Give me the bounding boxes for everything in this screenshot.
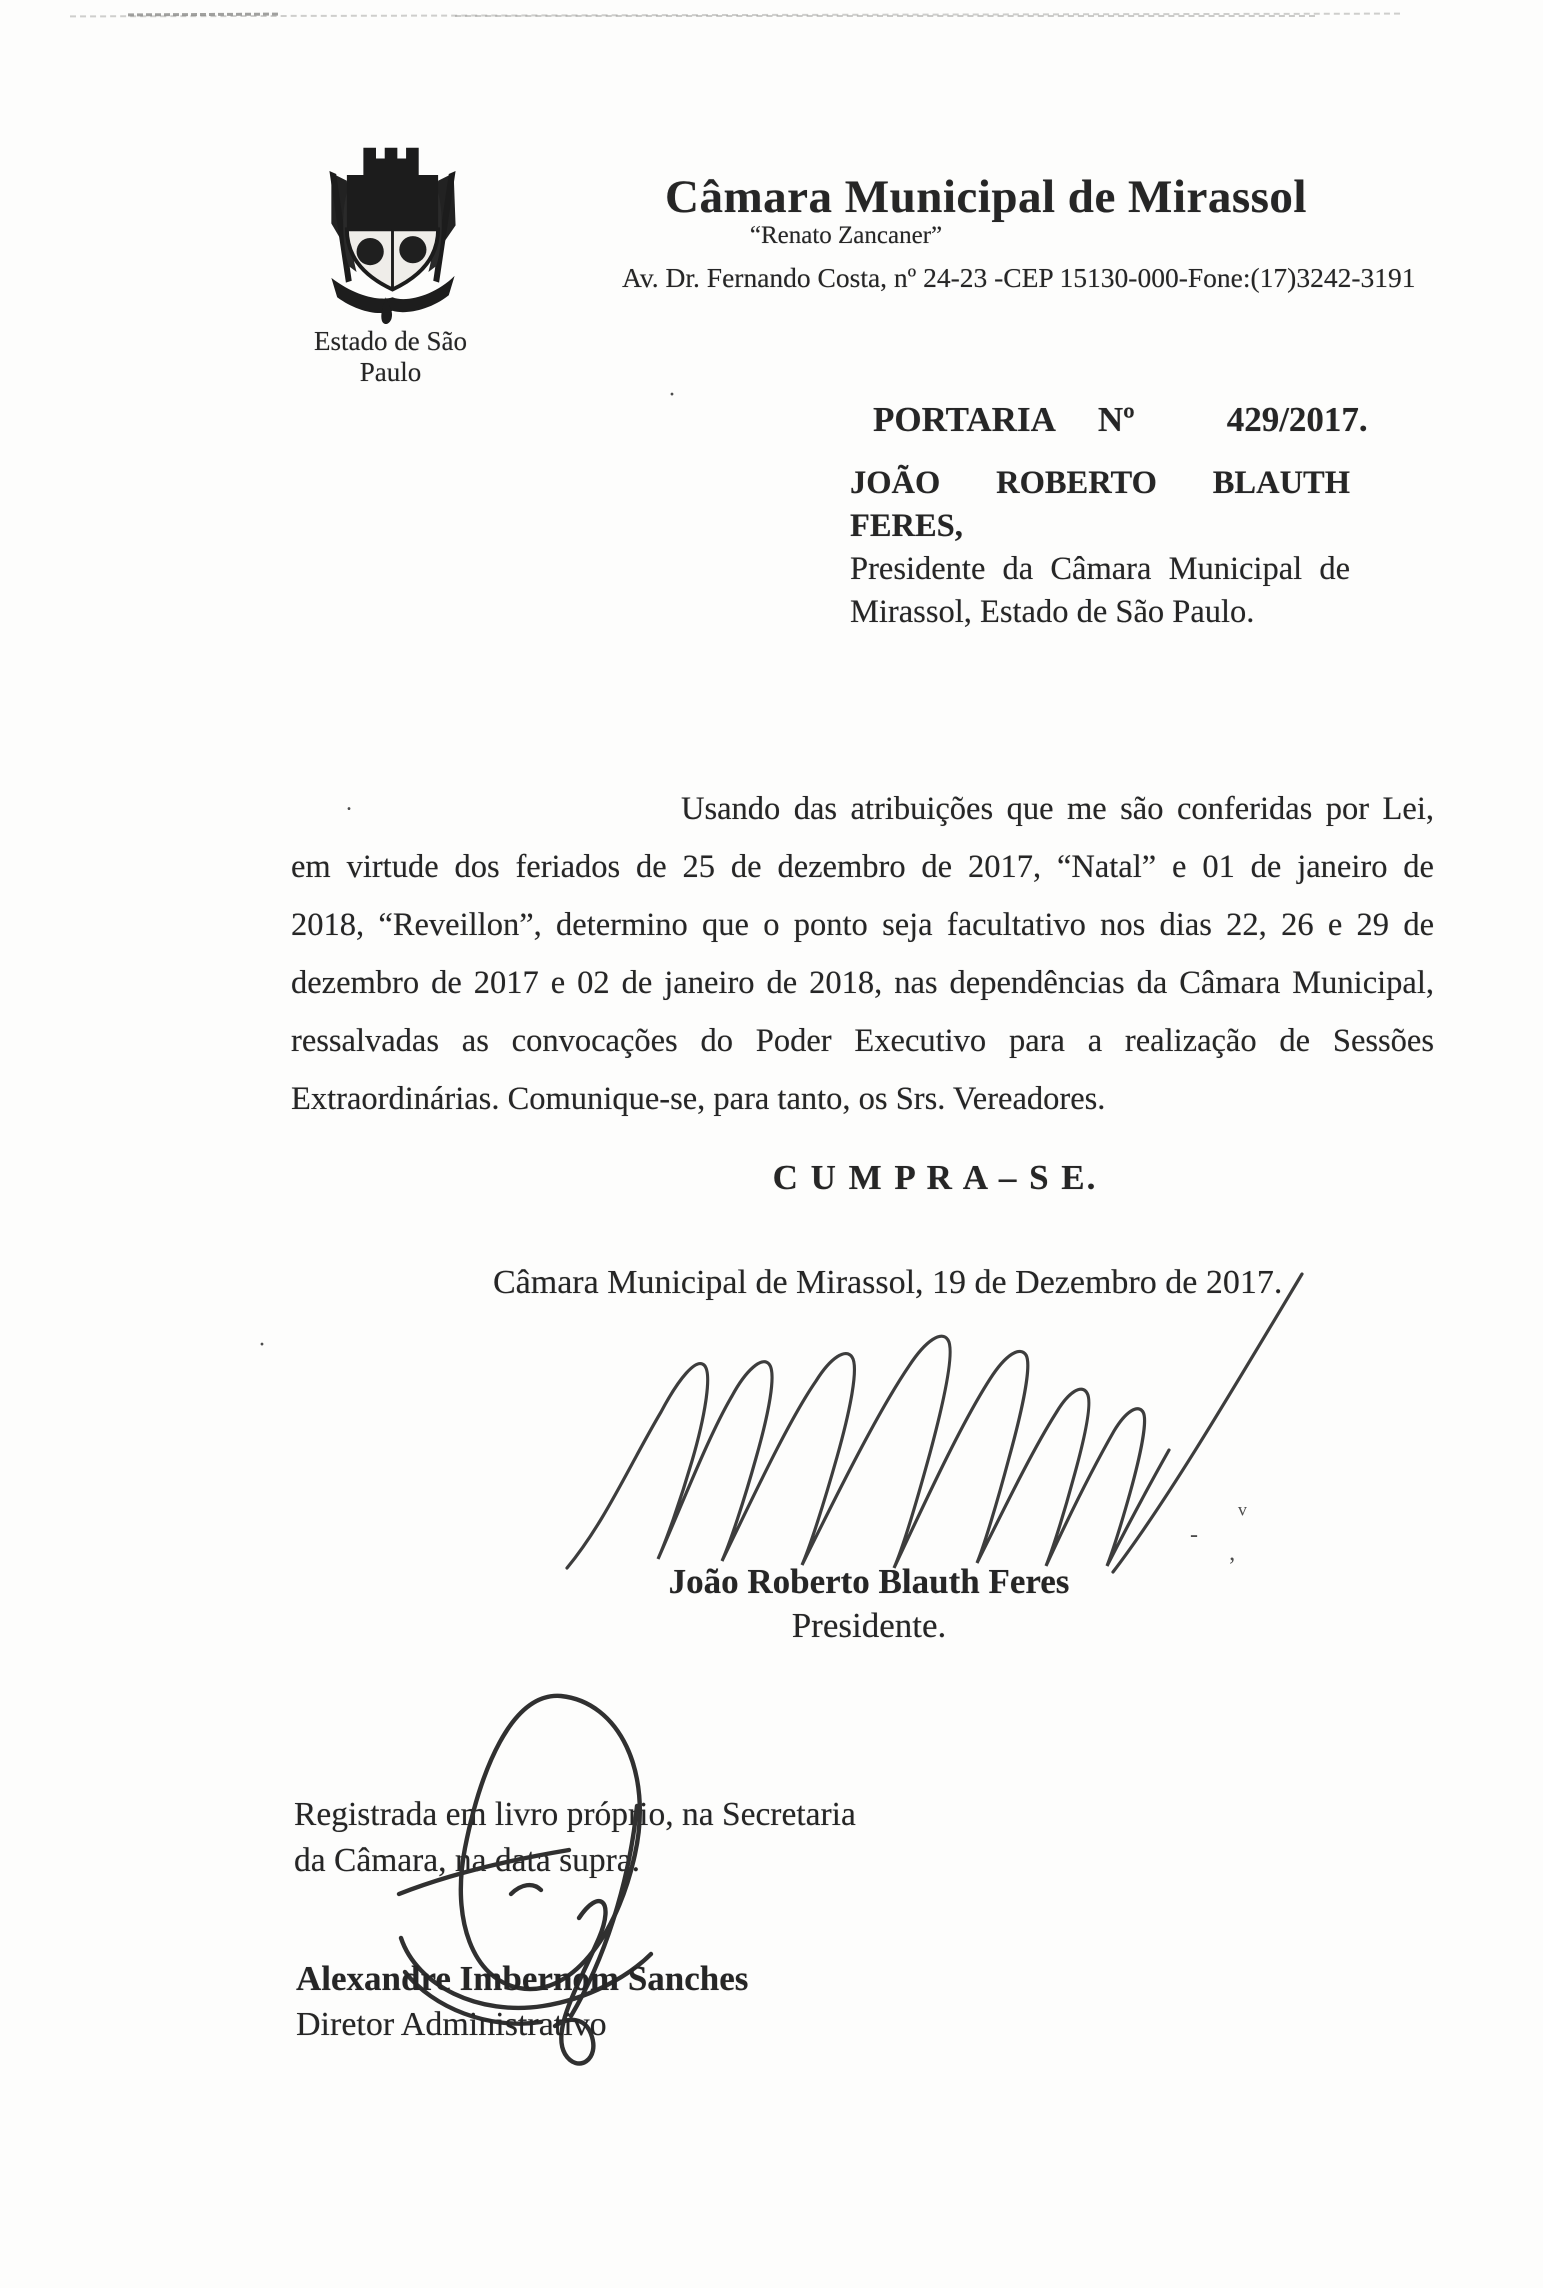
scan-artifact-line xyxy=(455,15,1315,17)
signatory-name: João Roberto Blauth Feres xyxy=(668,1562,1070,1601)
signatory-block-president xyxy=(618,1560,1120,1648)
scan-speck: · xyxy=(258,1332,266,1358)
body-line: ressalvadas as convocações do Poder Executivo para a realização de Sessões xyxy=(291,1023,1434,1059)
body-line: dezembro de 2017 e 02 de janeiro de 2018, nas dependências da Câmara Municipal, xyxy=(291,965,1434,1001)
scan-speck: - xyxy=(1190,1522,1198,1548)
state-label: Estado de São Paulo xyxy=(314,326,467,387)
scan-speck: ‚ xyxy=(1228,1540,1236,1566)
body-line: em virtude dos feriados de 25 de dezembro de 2017, “Natal” e 01 de janeiro de xyxy=(291,849,1434,885)
registration-line: Registrada em livro próprio, na Secretaria xyxy=(294,1796,856,1833)
body-paragraph xyxy=(291,780,1434,1128)
municipal-coat-of-arms-icon xyxy=(310,140,475,328)
signatory-block-director xyxy=(296,1956,748,2048)
portaria-no-symbol: Nº xyxy=(1097,400,1135,439)
recipient-name: JOÃO ROBERTO BLAUTH FERES, xyxy=(850,465,1350,544)
signatory-name: Alexandre Imbernom Sanches xyxy=(296,1959,749,1998)
recipient-block xyxy=(850,462,1350,634)
page-title: Câmara Municipal de Mirassol xyxy=(665,171,1307,223)
portaria-label: PORTARIA xyxy=(873,400,1056,439)
body-line: Extraordinárias. Comunique-se, para tanto, os Srs. Vereadores. xyxy=(291,1081,1106,1117)
header-address: Av. Dr. Fernando Costa, nº 24-23 -CEP 15130-000-Fone:(17)3242-3191 xyxy=(622,262,1416,293)
recipient-role-1: Presidente da Câmara Municipal de xyxy=(850,551,1350,587)
recipient-role-2: Mirassol, Estado de São Paulo. xyxy=(850,594,1255,630)
order-cumpra-se: C U M P R A – S E. xyxy=(772,1158,1098,1197)
header-subtitle: “Renato Zancaner” xyxy=(749,222,943,249)
body-line: 2018, “Reveillon”, determino que o ponto seja facultativo nos dias 22, 26 e 29 de xyxy=(291,907,1434,943)
signature-flourish-president-icon xyxy=(553,1260,1325,1594)
registration-line: da Câmara, na data supra. xyxy=(294,1842,641,1879)
signatory-title: Diretor Administrativo xyxy=(296,2006,607,2043)
scan-speck: · xyxy=(668,382,676,408)
body-line: Usando das atribuições que me são conferidas por Lei, xyxy=(681,791,1434,827)
signatory-title: Presidente. xyxy=(791,1606,947,1645)
date-line: Câmara Municipal de Mirassol, 19 de Dezembro de 2017. xyxy=(493,1264,1283,1301)
portaria-number-line xyxy=(873,400,1368,440)
scan-speck: . xyxy=(346,790,352,816)
portaria-number: 429/2017. xyxy=(1226,400,1368,439)
scan-speck: ᵛ xyxy=(1238,1498,1247,1531)
